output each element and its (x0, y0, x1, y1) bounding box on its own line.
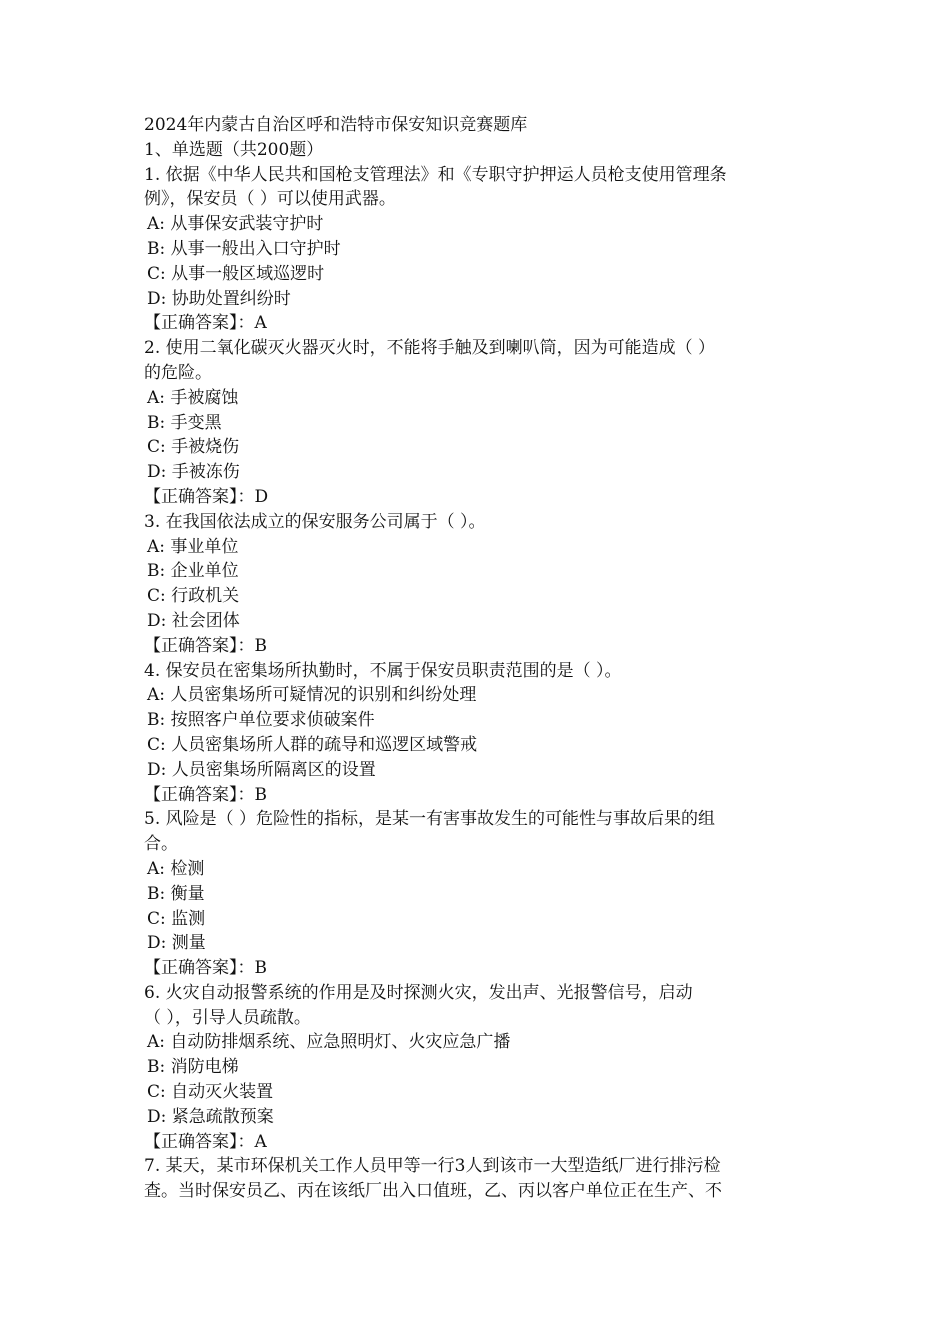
question-7 (144, 1154, 810, 1204)
option-b: B: 手变黑 (147, 412, 222, 433)
option-b: B: 企业单位 (147, 561, 239, 582)
option-c: C: 手被烧伤 (147, 437, 240, 458)
option-a: A: 事业单位 (147, 536, 239, 557)
question-5 (144, 807, 810, 981)
question-stem-line: 6. 火灾自动报警系统的作用是及时探测火灾，发出声、光报警信号，启动 (144, 982, 693, 1003)
option-d: D: 社会团体 (147, 610, 240, 631)
option-a: A: 手被腐蚀 (147, 387, 239, 408)
correct-answer: 【正确答案】：A (144, 1131, 267, 1152)
option-c: C: 监测 (147, 908, 206, 929)
option-c: C: 人员密集场所人群的疏导和巡逻区域警戒 (147, 734, 478, 755)
option-b: B: 消防电梯 (147, 1057, 239, 1078)
option-a: A: 检测 (147, 858, 205, 879)
question-stem-line: （ ），引导人员疏散。 (144, 1007, 311, 1028)
question-6 (144, 981, 810, 1155)
option-a: A: 自动防排烟系统、应急照明灯、火灾应急广播 (147, 1032, 511, 1053)
option-d: D: 人员密集场所隔离区的设置 (147, 759, 376, 780)
option-d: D: 紧急疏散预案 (147, 1106, 274, 1127)
question-1 (144, 163, 810, 337)
question-stem-line: 查。当时保安员乙、丙在该纸厂出入口值班，乙、丙以客户单位正在生产、不 (144, 1181, 722, 1202)
question-stem-line: 例》，保安员（ ）可以使用武器。 (144, 189, 396, 210)
correct-answer: 【正确答案】：B (144, 635, 267, 656)
option-c: C: 自动灭火装置 (147, 1082, 274, 1103)
question-stem-line: 7. 某天，某市环保机关工作人员甲等一行3人到该市一大型造纸厂进行排污检 (144, 1156, 721, 1177)
section-heading: 1、单选题（共200题） (144, 139, 324, 160)
question-stem-line: 3. 在我国依法成立的保安服务公司属于（ ）。 (144, 511, 486, 532)
option-d: D: 协助处置纠纷时 (147, 288, 291, 309)
document-body (144, 113, 810, 1204)
correct-answer: 【正确答案】：D (144, 486, 269, 507)
correct-answer: 【正确答案】：A (144, 313, 267, 334)
option-a: A: 人员密集场所可疑情况的识别和纠纷处理 (147, 685, 477, 706)
correct-answer: 【正确答案】：B (144, 958, 267, 979)
option-b: B: 按照客户单位要求侦破案件 (147, 710, 375, 731)
question-2 (144, 336, 810, 510)
document-title: 2024年内蒙古自治区呼和浩特市保安知识竞赛题库 (144, 115, 528, 135)
option-c: C: 行政机关 (147, 586, 240, 607)
question-stem-line: 4. 保安员在密集场所执勤时，不属于保安员职责范围的是（ ）。 (144, 660, 622, 681)
question-stem-line: 2. 使用二氧化碳灭火器灭火时，不能将手触及到喇叭筒，因为可能造成（ ） (144, 338, 716, 359)
option-b: B: 从事一般出入口守护时 (147, 238, 341, 259)
correct-answer: 【正确答案】：B (144, 784, 267, 805)
option-d: D: 手被冻伤 (147, 462, 240, 483)
question-stem-line: 5. 风险是（ ）危险性的指标，是某一有害事故发生的可能性与事故后果的组 (144, 809, 716, 830)
option-c: C: 从事一般区域巡逻时 (147, 263, 325, 284)
question-3 (144, 510, 810, 659)
option-b: B: 衡量 (147, 883, 205, 904)
option-d: D: 测量 (147, 933, 206, 954)
option-a: A: 从事保安武装守护时 (147, 214, 324, 235)
question-stem-line: 1. 依据《中华人民共和国枪支管理法》和《专职守护押运人员枪支使用管理条 (144, 164, 727, 185)
question-stem-line: 合。 (144, 834, 178, 855)
question-stem-line: 的危险。 (144, 362, 212, 383)
question-4 (144, 659, 810, 808)
